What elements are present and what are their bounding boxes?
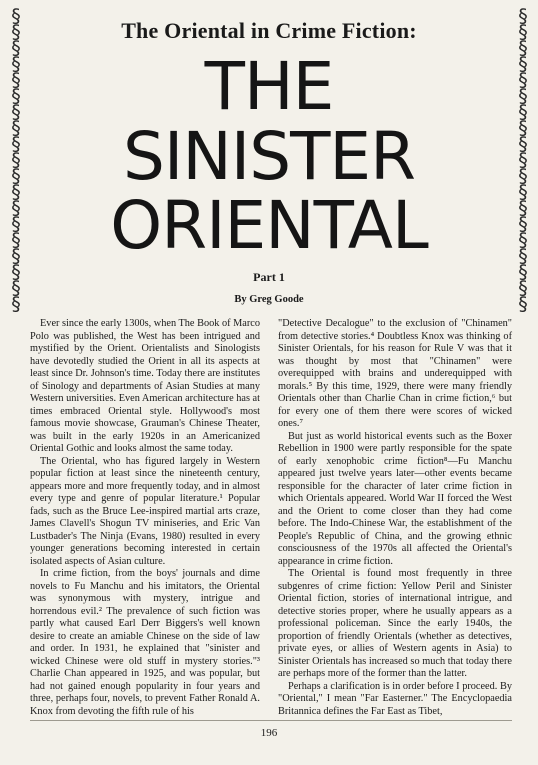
- byline: By Greg Goode: [234, 294, 304, 305]
- left-scroll-border: § § § § § § § § § § § § § § § § § § §: [11, 8, 21, 315]
- series-title-wrap: [0, 18, 538, 44]
- title-line-3: ORIENTAL: [110, 187, 428, 264]
- paragraph: But just as world historical events such as the Boxer Rebellion in 1900 were partly responsible for the spate of early xenophobic crime fiction⁸—Fu Manchu appeared just twelve years later—other events became responsible for the character of later crime fiction in which Orientals appeared. World War II forced the West and the Orient to come closer than they had come before. The Indo-Chinese War, the establishment of the People's Republic of China, and the growing ethnic consciousness of the 1970s all affected the Oriental's appearance in crime fiction.: [278, 430, 512, 567]
- paragraph: The Oriental, who has figured largely in Western popular fiction at least since the nineteenth century, appears more and more frequently today, and in almost every type and genre of popular literature.¹ Popular fads, such as the Bruce Lee-inspired martial arts craze, James Clavell's Shogun TV miniseries, and Eric Van Lustbader's The Ninja (Evans, 1980) resulted in every younger generations becoming interested in certain isolated aspects of Asian culture.: [30, 455, 260, 567]
- paragraph: Perhaps a clarification is in order before I proceed. By "Oriental," I mean "Far Easterner." The Encyclopaedia Britannica defines the Far East as Tibet,: [278, 680, 512, 717]
- page-number: 196: [260, 727, 278, 739]
- paragraph: Ever since the early 1300s, when The Book of Marco Polo was published, the West has been intrigued and mystified by the Orient. Orientalists and Sinologists have devotedly studied the Orient in all its aspects at least since Dr. Johnson's time. Today there are institutes of Sinology and departments of Asian Studies at many Western universities. Even American architecture has at times embraced Oriental style. Hollywood's most famous movie showcase, Grauman's Chinese Theater, was built in the early 1920s in an Americanized Oriental Gothic and looks almost the same today.: [30, 318, 260, 454]
- paragraph: In crime fiction, from the boys' journals and dime novels to Fu Manchu and his imitators, the Oriental was synonymous with mystery, intrigue and horrendous evil.² The prevalence of such fiction was partly what caused Earl Derr Biggers's well known desire to create an amiable Chinese on the side of law and order. In 1931, he explained that "sinister and wicked Chinese were old stuff in mystery stories."³ Charlie Chan appeared in 1925, and was popular, but had not gained enough popularity in four years and three, perhaps four, novels, to prevent Father Ronald A. Knox from devoting the fifth rule of his: [30, 568, 260, 717]
- left-column: [30, 318, 260, 718]
- right-column: [278, 318, 512, 718]
- bottom-divider: [30, 720, 512, 721]
- paragraph: The Oriental is found most frequently in three subgenres of crime fiction: Yellow Peril and Sinister Oriental fiction, stories of international intrigue, and detective stories proper, where he usually appears as a professional policeman. Since the early 1940s, the proportion of friendly Orientals (whether as detectives, private eyes, or allies of Western agents in Asia) to Sinister Orientals has increased so much that today there are perhaps more of the former than the latter.: [278, 568, 512, 679]
- title-line-1: THE: [204, 48, 334, 125]
- title-line-2: SINISTER: [123, 118, 415, 195]
- paragraph: "Detective Decalogue" to the exclusion of "Chinamen" from detective stories.⁴ Doubtless Knox was thinking of Sinister Orientals, for his reason for Rule V was that it was thought by most that "Chinamen" were overequipped with brains and underequipped with morals.⁵ By this time, 1929, there were many friendly Orientals other than Charlie Chan in crime fiction,⁶ but for every one of them there were scores of wicked ones.⁷: [278, 318, 512, 429]
- part-label: Part 1: [253, 270, 285, 284]
- series-title: The Oriental in Crime Fiction:: [121, 18, 417, 43]
- right-scroll-border: § § § § § § § § § § § § § § § § § § §: [518, 8, 528, 315]
